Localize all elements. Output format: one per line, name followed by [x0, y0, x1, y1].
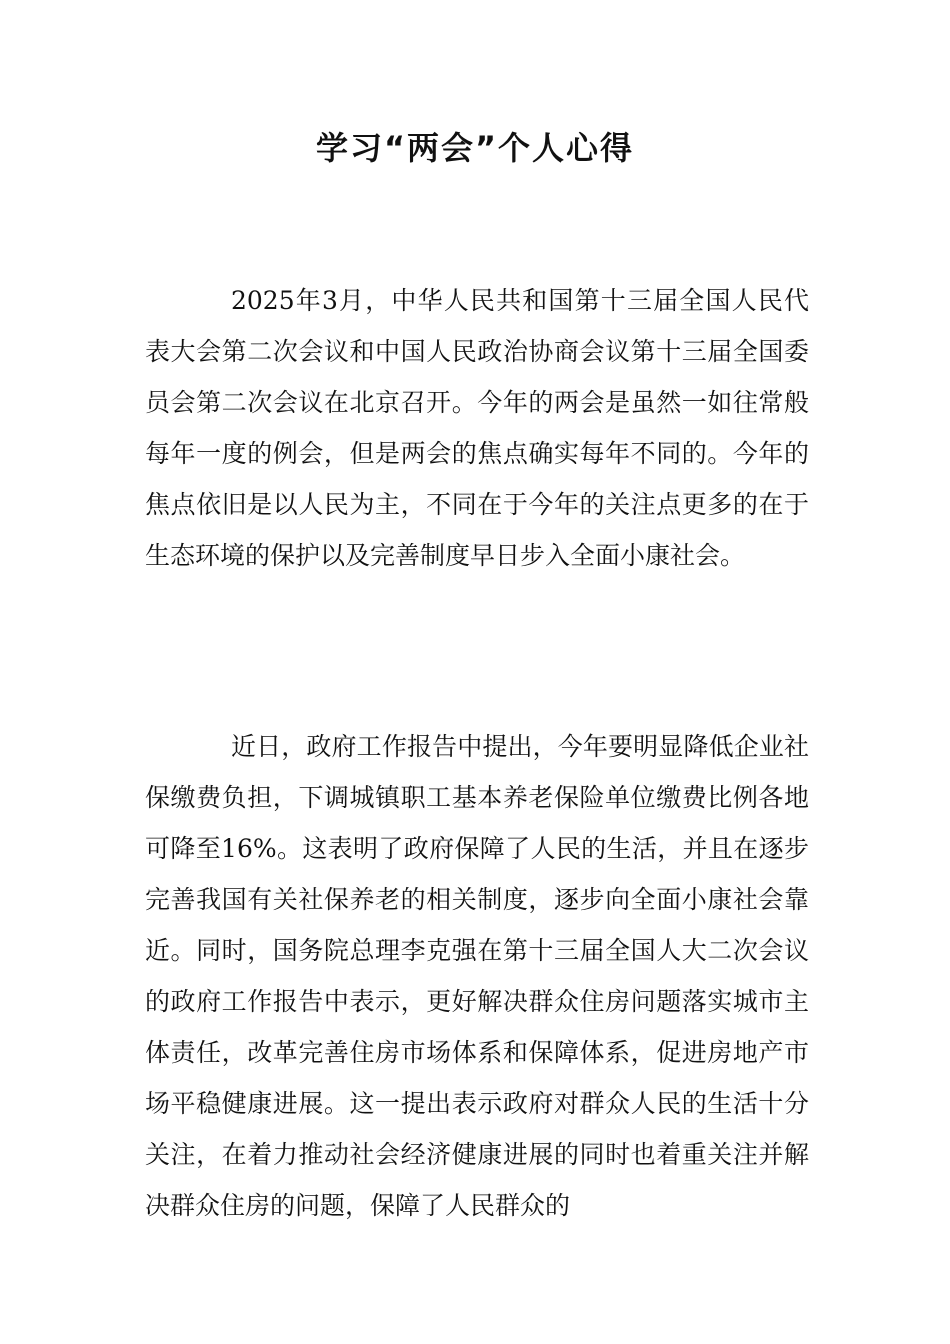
- paragraph-2: 近日，政府工作报告中提出，今年要明显降低企业社保缴费负担，下调城镇职工基本养老保险单位缴费比例各地可降至16%。这表明了政府保障了人民的生活，并且在逐步完善我国有关社保养老的相关制度，逐步向全面小康社会靠近。同时，国务院总理李克强在第十三届全国人大二次会议的政府工作报告中表示，更好解决群众住房问题落实城市主体责任，改革完善住房市场体系和保障体系，促进房地产市场平稳健康进展。这一提出表示政府对群众人民的生活十分关注，在着力推动社会经济健康进展的同时也着重关注并解决群众住房的问题，保障了人民群众的: [145, 732, 809, 1220]
- paragraph-1: 2025年3月，中华人民共和国第十三届全国人民代表大会第二次会议和中国人民政治协商会议第十三届全国委员会第二次会议在北京召开。今年的两会是虽然一如往常般每年一度的例会，但是两会的焦点确实每年不同的。今年的焦点依旧是以人民为主，不同在于今年的关注点更多的在于生态环境的保护以及完善制度早日步入全面小康社会。: [145, 286, 809, 570]
- document-title: 学习“两会”个人心得: [315, 129, 635, 167]
